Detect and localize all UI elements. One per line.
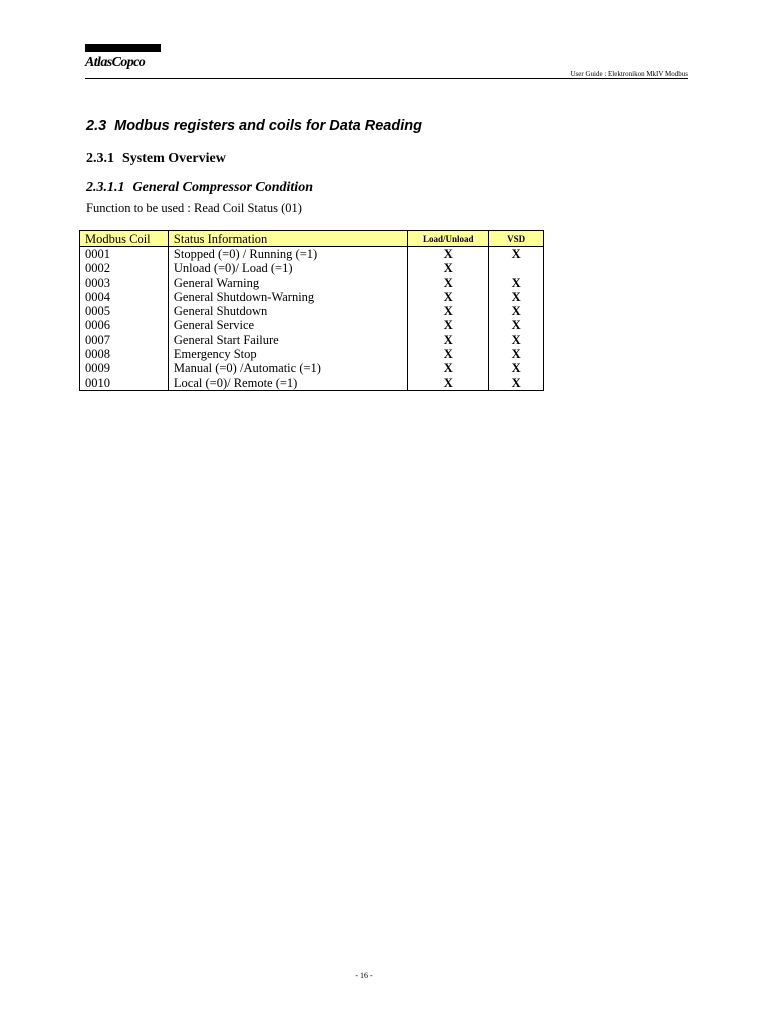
status-cell: General Start Failure (168, 333, 407, 347)
status-cell: Emergency Stop (168, 347, 407, 361)
coil-cell: 0007 (80, 333, 169, 347)
status-cell: Local (=0)/ Remote (=1) (168, 376, 407, 391)
subsubsection-heading (86, 180, 313, 196)
table-row (80, 290, 544, 304)
table-row (80, 333, 544, 347)
coil-cell: 0002 (80, 261, 169, 275)
vsd-cell: X (489, 247, 544, 262)
load-unload-cell: X (408, 347, 489, 361)
vsd-cell: X (489, 361, 544, 375)
page-number: - 16 - (355, 971, 373, 980)
header-guide-title: User Guide : Elektronikon MkIV Modbus (570, 70, 688, 78)
vsd-cell: X (489, 347, 544, 361)
load-unload-cell: X (408, 290, 489, 304)
section-title: Modbus registers and coils for Data Reading (114, 118, 422, 134)
vsd-cell: X (489, 376, 544, 391)
vsd-cell: X (489, 304, 544, 318)
table-row (80, 261, 544, 275)
vsd-cell: X (489, 318, 544, 332)
status-cell: General Shutdown (168, 304, 407, 318)
coil-status-table (79, 230, 544, 391)
header-modbus-coil: Modbus Coil (80, 231, 169, 247)
status-cell: General Service (168, 318, 407, 332)
subsection-heading (86, 151, 226, 167)
status-cell: Stopped (=0) / Running (=1) (168, 247, 407, 262)
vsd-cell (489, 261, 544, 275)
load-unload-cell: X (408, 261, 489, 275)
logo-bar (85, 44, 161, 52)
table-row (80, 247, 544, 262)
coil-cell: 0005 (80, 304, 169, 318)
header-status-information: Status Information (168, 231, 407, 247)
coil-cell: 0006 (80, 318, 169, 332)
function-note: Function to be used : Read Coil Status (01) (86, 201, 302, 215)
status-cell: Unload (=0)/ Load (=1) (168, 261, 407, 275)
table-row (80, 276, 544, 290)
coil-cell: 0008 (80, 347, 169, 361)
subsection-title: System Overview (122, 151, 226, 166)
load-unload-cell: X (408, 304, 489, 318)
coil-cell: 0010 (80, 376, 169, 391)
table-row (80, 361, 544, 375)
coil-cell: 0004 (80, 290, 169, 304)
load-unload-cell: X (408, 333, 489, 347)
header-load-unload: Load/Unload (408, 231, 489, 247)
vsd-cell: X (489, 290, 544, 304)
load-unload-cell: X (408, 247, 489, 262)
table-body (80, 247, 544, 391)
coil-cell: 0009 (80, 361, 169, 375)
header-vsd: VSD (489, 231, 544, 247)
subsubsection-number: 2.3.1.1 (86, 180, 125, 195)
load-unload-cell: X (408, 276, 489, 290)
logo-text: AtlasCopco (85, 55, 146, 70)
table-row (80, 304, 544, 318)
vsd-cell: X (489, 276, 544, 290)
status-cell: General Warning (168, 276, 407, 290)
header-rule (85, 78, 688, 79)
table-row (80, 318, 544, 332)
coil-cell: 0003 (80, 276, 169, 290)
subsection-number: 2.3.1 (86, 151, 114, 166)
table-header-row (80, 231, 544, 247)
section-number: 2.3 (86, 118, 107, 134)
status-cell: Manual (=0) /Automatic (=1) (168, 361, 407, 375)
atlas-copco-logo (85, 44, 161, 71)
load-unload-cell: X (408, 361, 489, 375)
table-row (80, 347, 544, 361)
coil-cell: 0001 (80, 247, 169, 262)
table-row (80, 376, 544, 391)
status-cell: General Shutdown-Warning (168, 290, 407, 304)
vsd-cell: X (489, 333, 544, 347)
section-heading (86, 118, 422, 134)
subsubsection-title: General Compressor Condition (132, 180, 313, 195)
load-unload-cell: X (408, 376, 489, 391)
load-unload-cell: X (408, 318, 489, 332)
